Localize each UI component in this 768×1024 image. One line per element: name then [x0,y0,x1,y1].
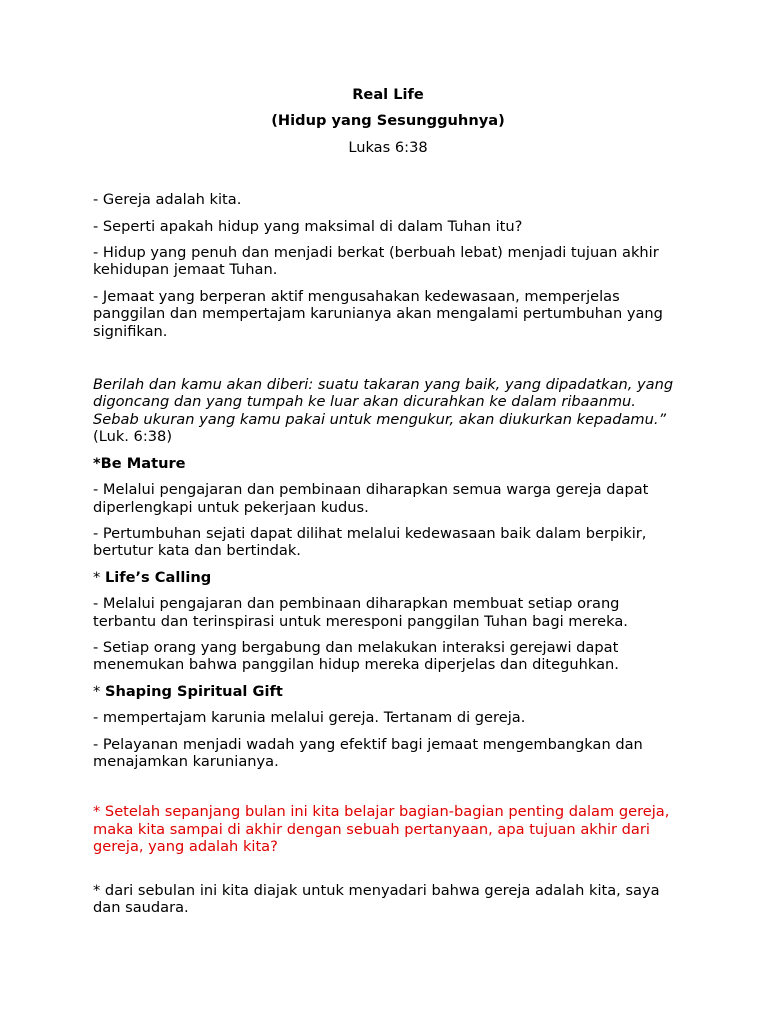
heading-text: Shaping Spiritual Gift [104,682,283,700]
quote-text: Berilah dan kamu akan diberi: suatu takaran yang baik, yang dipadatkan, yang digoncang dan yang tumpah ke luar akan dicurahkan ke dalam ribaanmu. Sebab ukuran yang kamu pakai untuk mengukur, akan diukurkan kepadamu.” [93,376,674,428]
section-point: - Pelayanan menjadi wadah yang efektif bagi jemaat mengembangkan dan menajamkan karunianya. [93,735,643,770]
closing-statement: * dari sebulan ini kita diajak untuk menyadari bahwa gereja adalah kita, saya dan saudara. [93,881,660,916]
quote-citation: (Luk. 6:38) [93,428,173,446]
heading-prefix: * [93,682,105,700]
section-point: - Melalui pengajaran dan pembinaan diharapkan membuat setiap orang terbantu dan terinspirasi untuk meresponi panggilan Tuhan bagi mereka. [93,595,628,630]
document-title: Real Life [352,86,424,103]
section-point: - mempertajam karunia melalui gereja. Tertanam di gereja. [93,709,526,727]
section-point: - Setiap orang yang bergabung dan melakukan interaksi gerejawi dapat menemukan bahwa panggilan hidup mereka diperjelas dan diteguhkan. [93,638,619,674]
closing-question: * Setelah sepanjang bulan ini kita belajar bagian-bagian penting dalam gereja, maka kita sampai di akhir dengan sebuah pertanyaan, apa tujuan akhir dari gereja, yang adalah kita? [93,803,670,856]
section-heading-lifes-calling [93,569,683,586]
scripture-quote [93,376,683,446]
document-subtitle: (Hidup yang Sesungguhnya) [271,112,505,130]
section-heading-shaping-spiritual-gift [93,683,683,700]
section-point: - Melalui pengajaran dan pembinaan diharapkan semua warga gereja dapat diperlengkapi untuk pekerjaan kudus. [93,481,649,516]
scripture-reference: Lukas 6:38 [348,138,428,156]
section-heading-be-mature: *Be Mature [93,454,186,472]
section-point: - Pertumbuhan sejati dapat dilihat melalui kedewasaan baik dalam berpikir, bertutur kata dan bertindak. [93,524,647,560]
intro-point: - Hidup yang penuh dan menjadi berkat (berbuah lebat) menjadi tujuan akhir kehidupan jemaat Tuhan. [93,244,659,279]
intro-point: - Jemaat yang berperan aktif mengusahakan kedewasaan, memperjelas panggilan dan mempertajam karunianya akan mengalami pertumbuhan yang signifikan. [93,287,663,340]
heading-prefix: * [93,568,105,586]
document-page [93,86,683,925]
intro-point: - Seperti apakah hidup yang maksimal di dalam Tuhan itu? [93,217,523,235]
intro-point: - Gereja adalah kita. [93,191,242,209]
heading-text: Life’s Calling [104,568,212,586]
